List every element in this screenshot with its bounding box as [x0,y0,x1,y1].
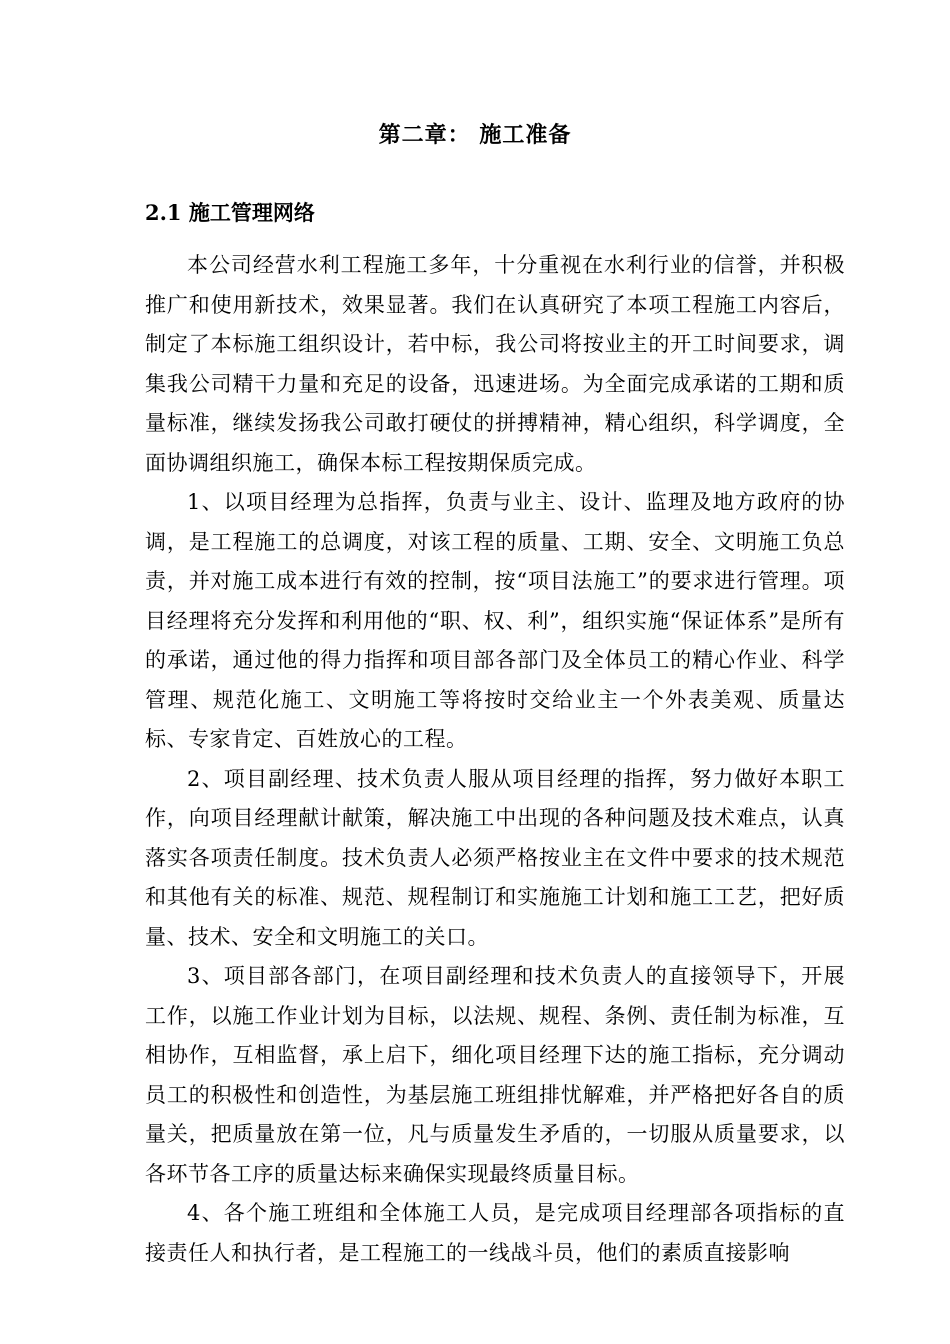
paragraph-item-2: 2、项目副经理、技术负责人服从项目经理的指挥，努力做好本职工作，向项目经理献计献策，解决施工中出现的各种问题及技术难点，认真落实各项责任制度。技术负责人必须严格按业主在文件中要求的技术规范和其他有关的标准、规范、规程制订和实施施工计划和施工工艺，把好质量、技术、安全和文明施工的关口。 [145,766,845,949]
paragraph-item-3: 3、项目部各部门，在项目副经理和技术负责人的直接领导下，开展工作，以施工作业计划为目标，以法规、规程、条例、责任制为标准，互相协作，互相监督，承上启下，细化项目经理下达的施工指标，充分调动员工的积极性和创造性，为基层施工班组排忧解难，并严格把好各自的质量关，把质量放在第一位，凡与质量发生矛盾的，一切服从质量要求，以各环节各工序的质量达标来确保实现最终质量目标。 [145,964,845,1186]
chapter-title: 第二章： 施工准备 [378,122,572,148]
paragraph-intro: 本公司经营水利工程施工多年，十分重视在水利行业的信誉，并积极推广和使用新技术，效果显著。我们在认真研究了本项工程施工内容后，制定了本标施工组织设计，若中标，我公司将按业主的开工时间要求，调集我公司精干力量和充足的设备，迅速进场。为全面完成承诺的工期和质量标准，继续发扬我公司敢打硬仗的拼搏精神，精心组织，科学调度，全面协调组织施工，确保本标工程按期保质完成。 [145,253,845,475]
section-title: 2.1 施工管理网络 [145,200,315,225]
paragraph-item-4: 4、各个施工班组和全体施工人员，是完成项目经理部各项指标的直接责任人和执行者，是工程施工的一线战斗员，他们的素质直接影响 [145,1201,845,1265]
document-body [145,246,845,1273]
paragraph-item-1: 1、以项目经理为总指挥，负责与业主、设计、监理及地方政府的协调，是工程施工的总调度，对该工程的质量、工期、安全、文明施工负总责，并对施工成本进行有效的控制，按“项目法施工”的要求进行管理。项目经理将充分发挥和利用他的“职、权、利”，组织实施“保证体系”是所有的承诺，通过他的得力指挥和项目部各部门及全体员工的精心作业、科学管理、规范化施工、文明施工等将按时交给业主一个外表美观、质量达标、专家肯定、百姓放心的工程。 [145,490,845,751]
